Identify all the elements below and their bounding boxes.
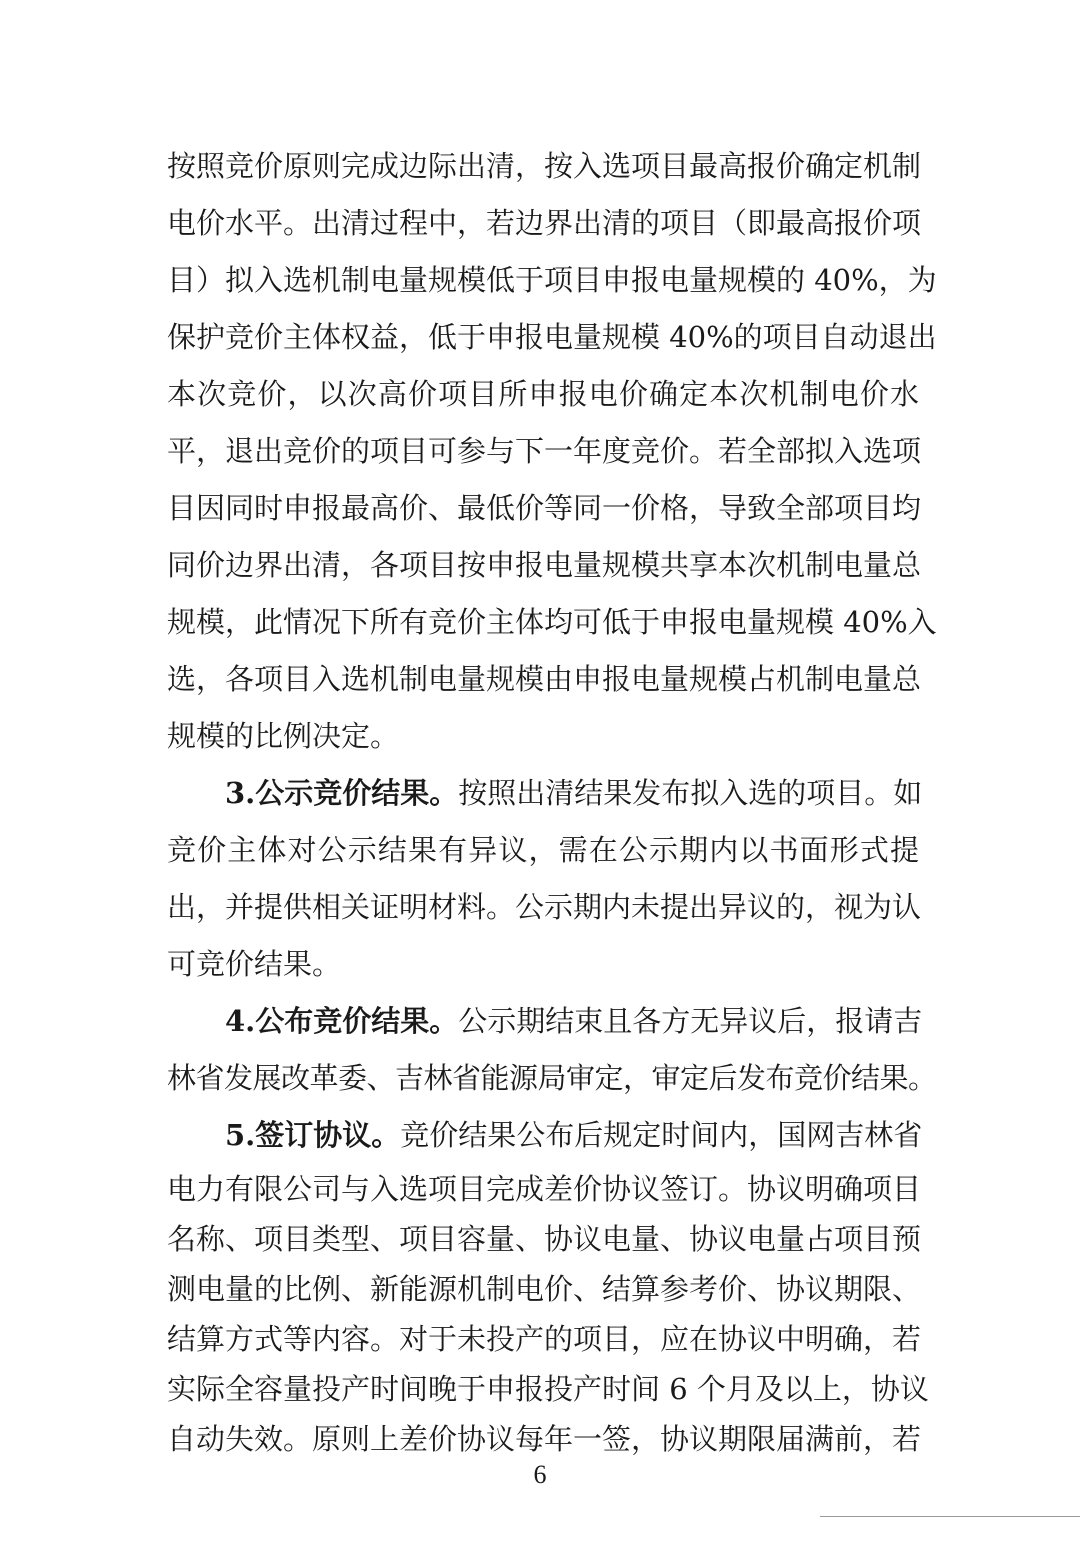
paragraph-line: 规模的比例决定。 — [167, 719, 400, 753]
paragraph-line: 电价水平。出清过程中，若边界出清的项目（即最高报价项 — [167, 206, 922, 240]
section-3-text: 按照出清结果发布拟入选的项目。如 — [458, 776, 923, 810]
section-5-text: 竞价结果公布后规定时间内，国网吉林省 — [400, 1118, 923, 1152]
paragraph-line: 结算方式等内容。对于未投产的项目，应在协议中明确，若 — [167, 1322, 922, 1356]
page-number: 6 — [533, 1460, 547, 1489]
paragraph-line: 测电量的比例、新能源机制电价、结算参考价、协议期限、 — [167, 1272, 922, 1306]
section-5-heading: 5.签订协议。 — [225, 1118, 401, 1152]
paragraph-line: 平，退出竞价的项目可参与下一年度竞价。若全部拟入选项 — [167, 434, 922, 468]
section-4-first-line — [225, 993, 923, 1049]
paragraph-line: 名称、项目类型、项目容量、协议电量、协议电量占项目预 — [167, 1222, 922, 1256]
section-5-first-line — [225, 1107, 923, 1163]
paragraph-line: 本次竞价，以次高价项目所申报电价确定本次机制电价水 — [167, 377, 919, 411]
paragraph-line: 按照竞价原则完成边际出清，按入选项目最高报价确定机制 — [167, 149, 922, 183]
paragraph-line: 同价边界出清，各项目按申报电量规模共享本次机制电量总 — [167, 548, 922, 582]
section-3-first-line — [225, 765, 923, 821]
paragraph-line: 实际全容量投产时间晚于申报投产时间 6 个月及以上，协议 — [167, 1372, 929, 1406]
paragraph-line: 竞价主体对公示结果有异议，需在公示期内以书面形式提 — [167, 833, 919, 867]
paragraph-line: 目因同时申报最高价、最低价等同一价格，导致全部项目均 — [167, 491, 922, 525]
paragraph-line: 规模，此情况下所有竞价主体均可低于申报电量规模 40%入 — [167, 605, 937, 639]
paragraph-line: 目）拟入选机制电量规模低于项目申报电量规模的 40%，为 — [167, 263, 937, 297]
paragraph-line: 自动失效。原则上差价协议每年一签，协议期限届满前，若 — [167, 1422, 922, 1456]
paragraph-line: 林省发展改革委、吉林省能源局审定，审定后发布竞价结果。 — [167, 1061, 937, 1095]
footer-rule — [820, 1516, 1080, 1517]
paragraph-line: 选，各项目入选机制电量规模由申报电量规模占机制电量总 — [167, 662, 922, 696]
paragraph-line: 可竞价结果。 — [167, 947, 342, 981]
section-3-heading: 3.公示竞价结果。 — [225, 776, 459, 810]
section-4-heading: 4.公布竞价结果。 — [225, 1004, 459, 1038]
paragraph-line: 电力有限公司与入选项目完成差价协议签订。协议明确项目 — [167, 1172, 922, 1206]
paragraph-line: 出，并提供相关证明材料。公示期内未提出异议的，视为认 — [167, 890, 922, 924]
paragraph-line: 保护竞价主体权益，低于申报电量规模 40%的项目自动退出 — [167, 320, 937, 354]
section-4-text: 公示期结束且各方无异议后，报请吉 — [458, 1004, 923, 1038]
